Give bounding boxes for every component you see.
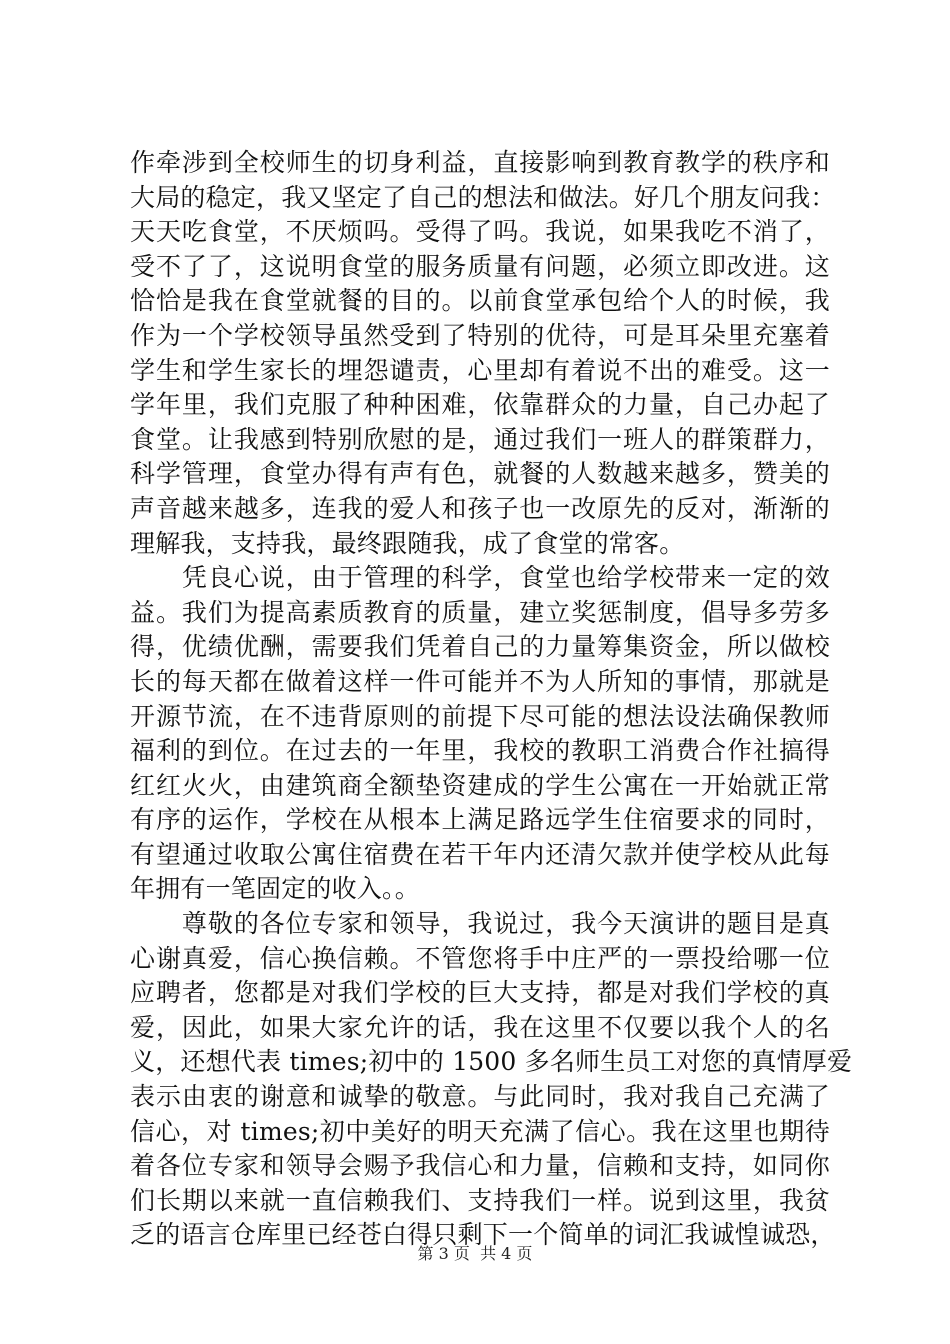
text-line: 得，优绩优酬，需要我们凭着自己的力量筹集资金，所以做校 [130,632,830,662]
text-line: 作为一个学校领导虽然受到了特别的优待，可是耳朵里充塞着 [130,320,830,350]
text-line: 声音越来越多，连我的爱人和孩子也一改原先的反对，渐渐的 [130,493,830,523]
text-line: 们长期以来就一直信赖我们、支持我们一样。说到这里，我贫 [130,1185,830,1215]
text-line: 有望通过收取公寓住宿费在若干年内还清欠款并使学校从此每 [130,839,830,869]
text-line: 心谢真爱，信心换信赖。不管您将手中庄严的一票投给哪一位 [130,943,830,973]
text-line: 学生和学生家长的埋怨谴责，心里却有着说不出的难受。这一 [130,355,830,385]
document-body [130,146,853,1253]
text-line: 受不了了，这说明食堂的服务质量有问题，必须立即改进。这 [130,251,830,281]
page-number-label: 第 3 页 共 4 页 [417,1244,533,1263]
text-line: 应聘者，您都是对我们学校的巨大支持，都是对我们学校的真 [130,978,830,1008]
text-line: 科学管理，食堂办得有声有色，就餐的人数越来越多，赞美的 [130,459,830,489]
text-line: 义，还想代表 times;初中的 1500 多名师生员工对您的真情厚爱 [130,1047,853,1077]
page-footer [0,1243,950,1265]
text-line: 作牵涉到全校师生的切身利益，直接影响到教育教学的秩序和 [130,148,830,177]
text-line: 着各位专家和领导会赐予我信心和力量，信赖和支持，如同你 [130,1151,830,1181]
text-line: 理解我，支持我，最终跟随我，成了食堂的常客。 [130,528,685,558]
text-line: 开源节流，在不违背原则的前提下尽可能的想法设法确保教师 [130,701,830,731]
text-line: 福利的到位。在过去的一年里，我校的教职工消费合作社搞得 [130,736,830,766]
text-line: 学年里，我们克服了种种困难，依靠群众的力量，自己办起了 [130,390,830,420]
text-line: 爱，因此，如果大家允许的话，我在这里不仅要以我个人的名 [130,1012,830,1042]
text-line: 长的每天都在做着这样一件可能并不为人所知的事情，那就是 [130,666,830,696]
text-line: 大局的稳定，我又坚定了自己的想法和做法。好几个朋友问我： [130,182,836,212]
text-line: 天天吃食堂，不厌烦吗。受得了吗。我说，如果我吃不消了， [130,217,830,247]
text-line: 年拥有一笔固定的收入。。 [130,874,420,904]
text-line: 表示由衷的谢意和诚挚的敬意。与此同时，我对我自己充满了 [130,1082,830,1112]
text-line: 益。我们为提高素质教育的质量，建立奖惩制度，倡导多劳多 [130,597,830,627]
text-line: 食堂。让我感到特别欣慰的是，通过我们一班人的群策群力， [130,424,830,454]
text-line: 恰恰是我在食堂就餐的目的。以前食堂承包给个人的时候，我 [130,286,830,316]
text-line: 红红火火，由建筑商全额垫资建成的学生公寓在一开始就正常 [130,770,830,800]
text-line: 乏的语言仓库里已经苍白得只剩下一个简单的词汇我诚惶诚恐， [130,1220,836,1250]
text-line: 有序的运作，学校在从根本上满足路远学生住宿要求的同时， [130,805,830,835]
text-line: 凭良心说，由于管理的科学，食堂也给学校带来一定的效 [130,563,830,593]
text-line: 尊敬的各位专家和领导，我说过，我今天演讲的题目是真 [130,909,830,939]
text-line: 信心，对 times;初中美好的明天充满了信心。我在这里也期待 [130,1116,830,1146]
